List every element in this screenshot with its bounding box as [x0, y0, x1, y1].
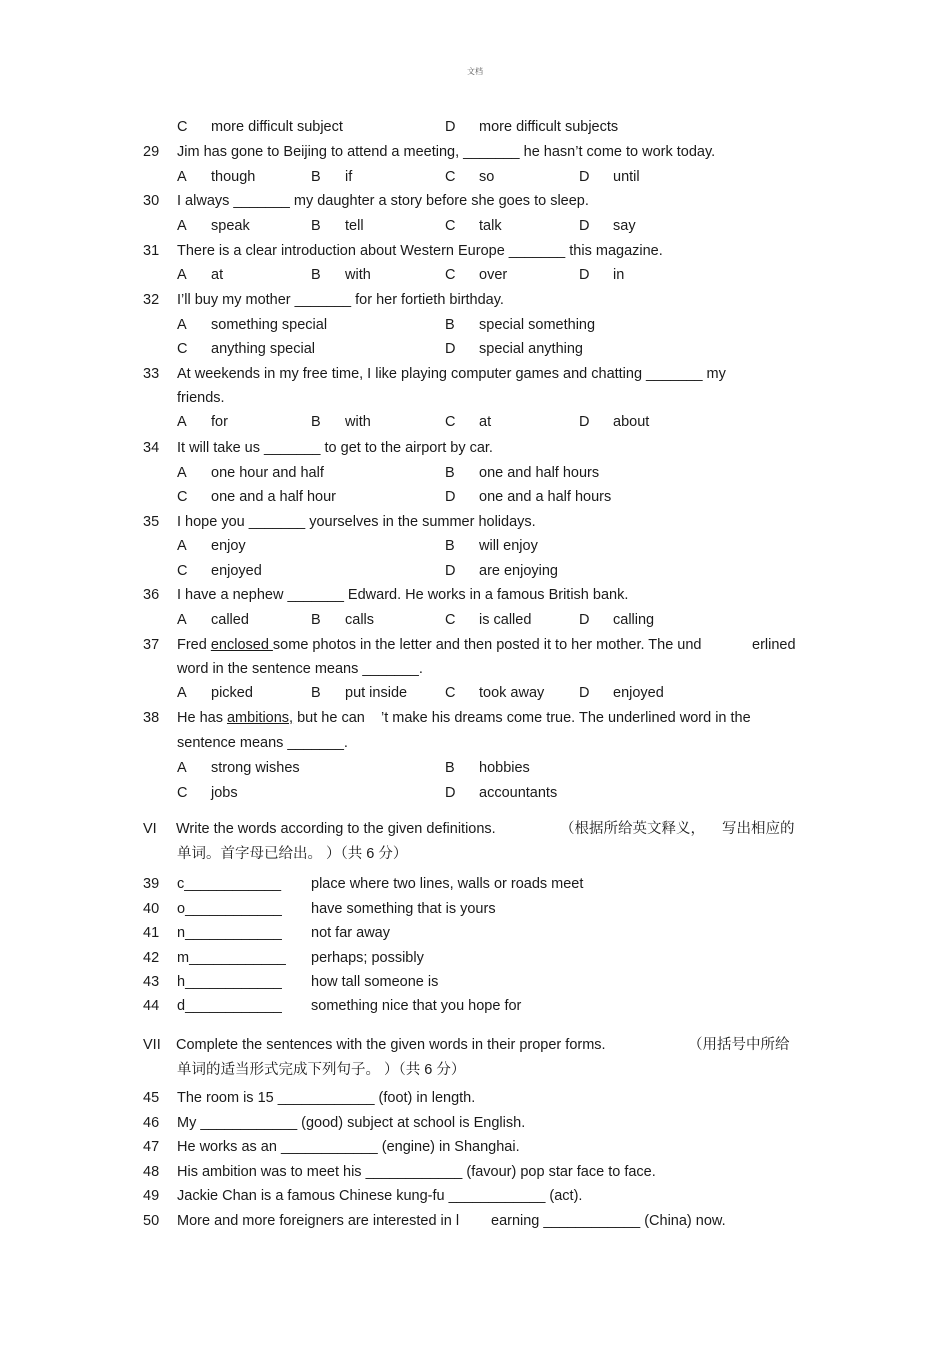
option-letter: D [579, 685, 590, 701]
question-text-with-underline [177, 635, 702, 655]
section-note: 写出相应的 [722, 821, 795, 837]
word-blank: c____________ [177, 876, 282, 892]
question-number: 33 [143, 366, 160, 382]
item-number: 49 [143, 1188, 160, 1204]
stem-tail: ’t make his dreams come true. The underlined word in the [381, 710, 751, 726]
question-number: 32 [143, 292, 160, 308]
option-row [0, 683, 950, 703]
section-heading [0, 1035, 950, 1055]
sentence-text: My ____________ (good) subject at school is English. [177, 1115, 526, 1131]
option-letter: B [445, 317, 455, 333]
section-note-line [0, 844, 950, 864]
option-text: more difficult subject [211, 119, 343, 135]
question-number: 35 [143, 514, 160, 530]
item-number: 43 [143, 974, 160, 990]
option-letter: C [445, 414, 456, 430]
option-letter: B [311, 267, 321, 283]
option-text: calling [613, 612, 655, 628]
question-text: It will take us _______ to get to the airport by car. [177, 440, 493, 456]
option-letter: D [445, 489, 456, 505]
item-number: 40 [143, 901, 160, 917]
option-row [0, 315, 950, 335]
sentence-item [0, 1211, 950, 1231]
stem-tail: erlined [752, 637, 796, 653]
question-stem-continued [0, 733, 950, 753]
page-header: 文档 [467, 67, 483, 76]
stem-body: but he can [293, 710, 365, 726]
question-text: I always _______ my daughter a story before she goes to sleep. [177, 193, 589, 209]
option-letter: D [579, 414, 590, 430]
question-stem [0, 241, 950, 261]
option-row [0, 412, 950, 432]
option-text: one and half hours [479, 465, 600, 481]
sentence-item [0, 1186, 950, 1206]
question-text: I have a nephew _______ Edward. He works in a famous British bank. [177, 587, 629, 603]
question-stem [0, 635, 950, 655]
option-text: special something [479, 317, 596, 333]
q28-options [0, 117, 950, 137]
option-text: at [479, 414, 492, 430]
item-number: 39 [143, 876, 160, 892]
option-letter: D [445, 785, 456, 801]
definition: how tall someone is [311, 974, 439, 990]
option-text: if [345, 169, 353, 185]
definition: have something that is yours [311, 901, 496, 917]
question-number: 29 [143, 144, 160, 160]
item-number: 46 [143, 1115, 160, 1131]
sentence-item [0, 1088, 950, 1108]
definition-item [0, 972, 950, 992]
item-number: 41 [143, 925, 160, 941]
item-number: 47 [143, 1139, 160, 1155]
option-letter: D [579, 218, 590, 234]
option-letter: A [177, 612, 187, 628]
option-letter: C [445, 267, 456, 283]
question-stem [0, 438, 950, 458]
word-blank: h____________ [177, 974, 282, 990]
definition-item [0, 996, 950, 1016]
section-note: 单词的适当形式完成下列句子。 ）（共 6 分） [177, 1062, 466, 1078]
option-row [0, 758, 950, 778]
section-note: （用括号中所给 [688, 1037, 790, 1053]
option-row [0, 487, 950, 507]
question-stem [0, 585, 950, 605]
question-stem-continued [0, 388, 950, 408]
option-text: enjoyed [211, 563, 262, 579]
option-letter: B [311, 685, 321, 701]
sentence-text: Jackie Chan is a famous Chinese kung-fu ____________ (act). [177, 1188, 583, 1204]
option-text: something special [211, 317, 328, 333]
section-note-line [0, 1060, 950, 1080]
option-text: until [613, 169, 640, 185]
stem-body: some photos in the letter and then posted it to her mother. The und [272, 637, 702, 653]
option-letter: C [177, 489, 188, 505]
option-letter: C [445, 169, 456, 185]
question-text: I hope you _______ yourselves in the summer holidays. [177, 514, 536, 530]
option-row [0, 463, 950, 483]
option-text: calls [345, 612, 375, 628]
word-blank: o____________ [177, 901, 282, 917]
question-stem [0, 708, 950, 728]
option-text: enjoy [211, 538, 246, 554]
question-number: 30 [143, 193, 160, 209]
definition-item [0, 948, 950, 968]
option-row [0, 216, 950, 236]
option-text: strong wishes [211, 760, 300, 776]
option-letter: B [311, 169, 321, 185]
option-text: accountants [479, 785, 558, 801]
option-letter: C [177, 119, 188, 135]
option-row [0, 610, 950, 630]
question-text: sentence means _______. [177, 735, 348, 751]
option-text: say [613, 218, 636, 234]
item-number: 42 [143, 950, 160, 966]
question-stem [0, 191, 950, 211]
sentence-text: The room is 15 ____________ (foot) in length. [177, 1090, 476, 1106]
question-number: 34 [143, 440, 160, 456]
option-row [0, 561, 950, 581]
option-row [0, 167, 950, 187]
sentence-text: He works as an ____________ (engine) in Shanghai. [177, 1139, 520, 1155]
option-letter: C [445, 218, 456, 234]
question-text: Jim has gone to Beijing to attend a meeting, _______ he hasn’t come to work today. [177, 144, 716, 160]
question-stem [0, 142, 950, 162]
option-text: about [613, 414, 650, 430]
question-text: friends. [177, 390, 225, 406]
option-row [0, 265, 950, 285]
sentence-text-tail: earning ____________ (China) now. [491, 1213, 726, 1229]
item-number: 48 [143, 1164, 160, 1180]
option-text: one and a half hours [479, 489, 612, 505]
question-stem [0, 364, 950, 384]
option-text: in [613, 267, 625, 283]
option-letter: C [177, 341, 188, 357]
definition-item [0, 874, 950, 894]
option-text: though [211, 169, 256, 185]
underlined-word: ambitions, [226, 710, 294, 726]
option-text: is called [479, 612, 532, 628]
item-number: 44 [143, 998, 160, 1014]
option-letter: A [177, 218, 187, 234]
option-text: with [345, 267, 371, 283]
option-text: special anything [479, 341, 583, 357]
option-text: one and a half hour [211, 489, 336, 505]
option-text: hobbies [479, 760, 530, 776]
option-letter: B [445, 465, 455, 481]
section-note: （根据所给英文释义， [560, 821, 705, 837]
option-letter: D [445, 341, 456, 357]
option-letter: C [445, 685, 456, 701]
option-text: tell [345, 218, 364, 234]
option-letter: C [177, 563, 188, 579]
option-letter: A [177, 465, 187, 481]
section-number: VII [143, 1037, 161, 1053]
option-letter: C [445, 612, 456, 628]
option-text: are enjoying [479, 563, 558, 579]
section-note: 单词。首字母已给出。 ）（共 6 分） [177, 846, 408, 862]
sentence-item [0, 1137, 950, 1157]
option-letter: B [311, 414, 321, 430]
definition-item [0, 923, 950, 943]
option-letter: C [177, 785, 188, 801]
question-text: word in the sentence means _______. [177, 661, 423, 677]
question-text: I’ll buy my mother _______ for her fortieth birthday. [177, 292, 504, 308]
definition: place where two lines, walls or roads meet [311, 876, 584, 892]
option-letter: B [311, 218, 321, 234]
option-letter: A [177, 538, 187, 554]
option-text: took away [479, 685, 545, 701]
option-text: one hour and half [211, 465, 324, 481]
option-letter: A [177, 414, 187, 430]
option-text: put inside [345, 685, 408, 701]
question-number: 31 [143, 243, 160, 259]
question-stem [0, 512, 950, 532]
question-text: There is a clear introduction about Western Europe _______ this magazine. [177, 243, 663, 259]
option-letter: B [445, 760, 455, 776]
question-number: 36 [143, 587, 160, 603]
word-blank: d____________ [177, 998, 282, 1014]
sentence-item [0, 1162, 950, 1182]
word-blank: n____________ [177, 925, 282, 941]
sentence-text: More and more foreigners are interested in l [177, 1213, 460, 1229]
option-letter: D [445, 563, 456, 579]
option-text: jobs [211, 785, 238, 801]
option-text: speak [211, 218, 250, 234]
option-row [0, 339, 950, 359]
definition: not far away [311, 925, 390, 941]
option-letter: A [177, 685, 187, 701]
option-letter: A [177, 760, 187, 776]
definition-item [0, 899, 950, 919]
stem-prefix: Fred [177, 637, 211, 653]
definition: perhaps; possibly [311, 950, 424, 966]
option-text: called [211, 612, 249, 628]
option-letter: A [177, 267, 187, 283]
option-letter: D [579, 612, 590, 628]
option-row [0, 783, 950, 803]
option-letter: D [579, 169, 590, 185]
section-title: Complete the sentences with the given words in their proper forms. [176, 1037, 606, 1053]
item-number: 50 [143, 1213, 160, 1229]
sentence-item [0, 1113, 950, 1133]
section-title: Write the words according to the given definitions. [176, 821, 496, 837]
option-text: with [345, 414, 371, 430]
option-text: for [211, 414, 228, 430]
question-number: 37 [143, 637, 160, 653]
question-number: 38 [143, 710, 160, 726]
stem-prefix: He has [177, 710, 227, 726]
option-text: enjoyed [613, 685, 664, 701]
option-text: will enjoy [479, 538, 538, 554]
option-text: talk [479, 218, 502, 234]
option-text: at [211, 267, 224, 283]
option-row [0, 536, 950, 556]
question-stem-continued [0, 659, 950, 679]
sentence-text: His ambition was to meet his ____________ (favour) pop star face to face. [177, 1164, 656, 1180]
question-text: At weekends in my free time, I like playing computer games and chatting _______ my [177, 366, 726, 382]
item-number: 45 [143, 1090, 160, 1106]
option-text: picked [211, 685, 253, 701]
option-letter: B [311, 612, 321, 628]
option-text: over [479, 267, 508, 283]
option-letter: A [177, 169, 187, 185]
question-text-with-underline [177, 708, 365, 728]
option-text: anything special [211, 341, 315, 357]
question-stem [0, 290, 950, 310]
option-text: more difficult subjects [479, 119, 619, 135]
option-letter: D [445, 119, 456, 135]
option-text: so [479, 169, 495, 185]
underlined-word: enclosed [210, 637, 273, 653]
section-heading [0, 819, 950, 839]
option-letter: B [445, 538, 455, 554]
word-blank: m____________ [177, 950, 286, 966]
section-number: VI [143, 821, 157, 837]
option-letter: A [177, 317, 187, 333]
definition: something nice that you hope for [311, 998, 522, 1014]
option-letter: D [579, 267, 590, 283]
